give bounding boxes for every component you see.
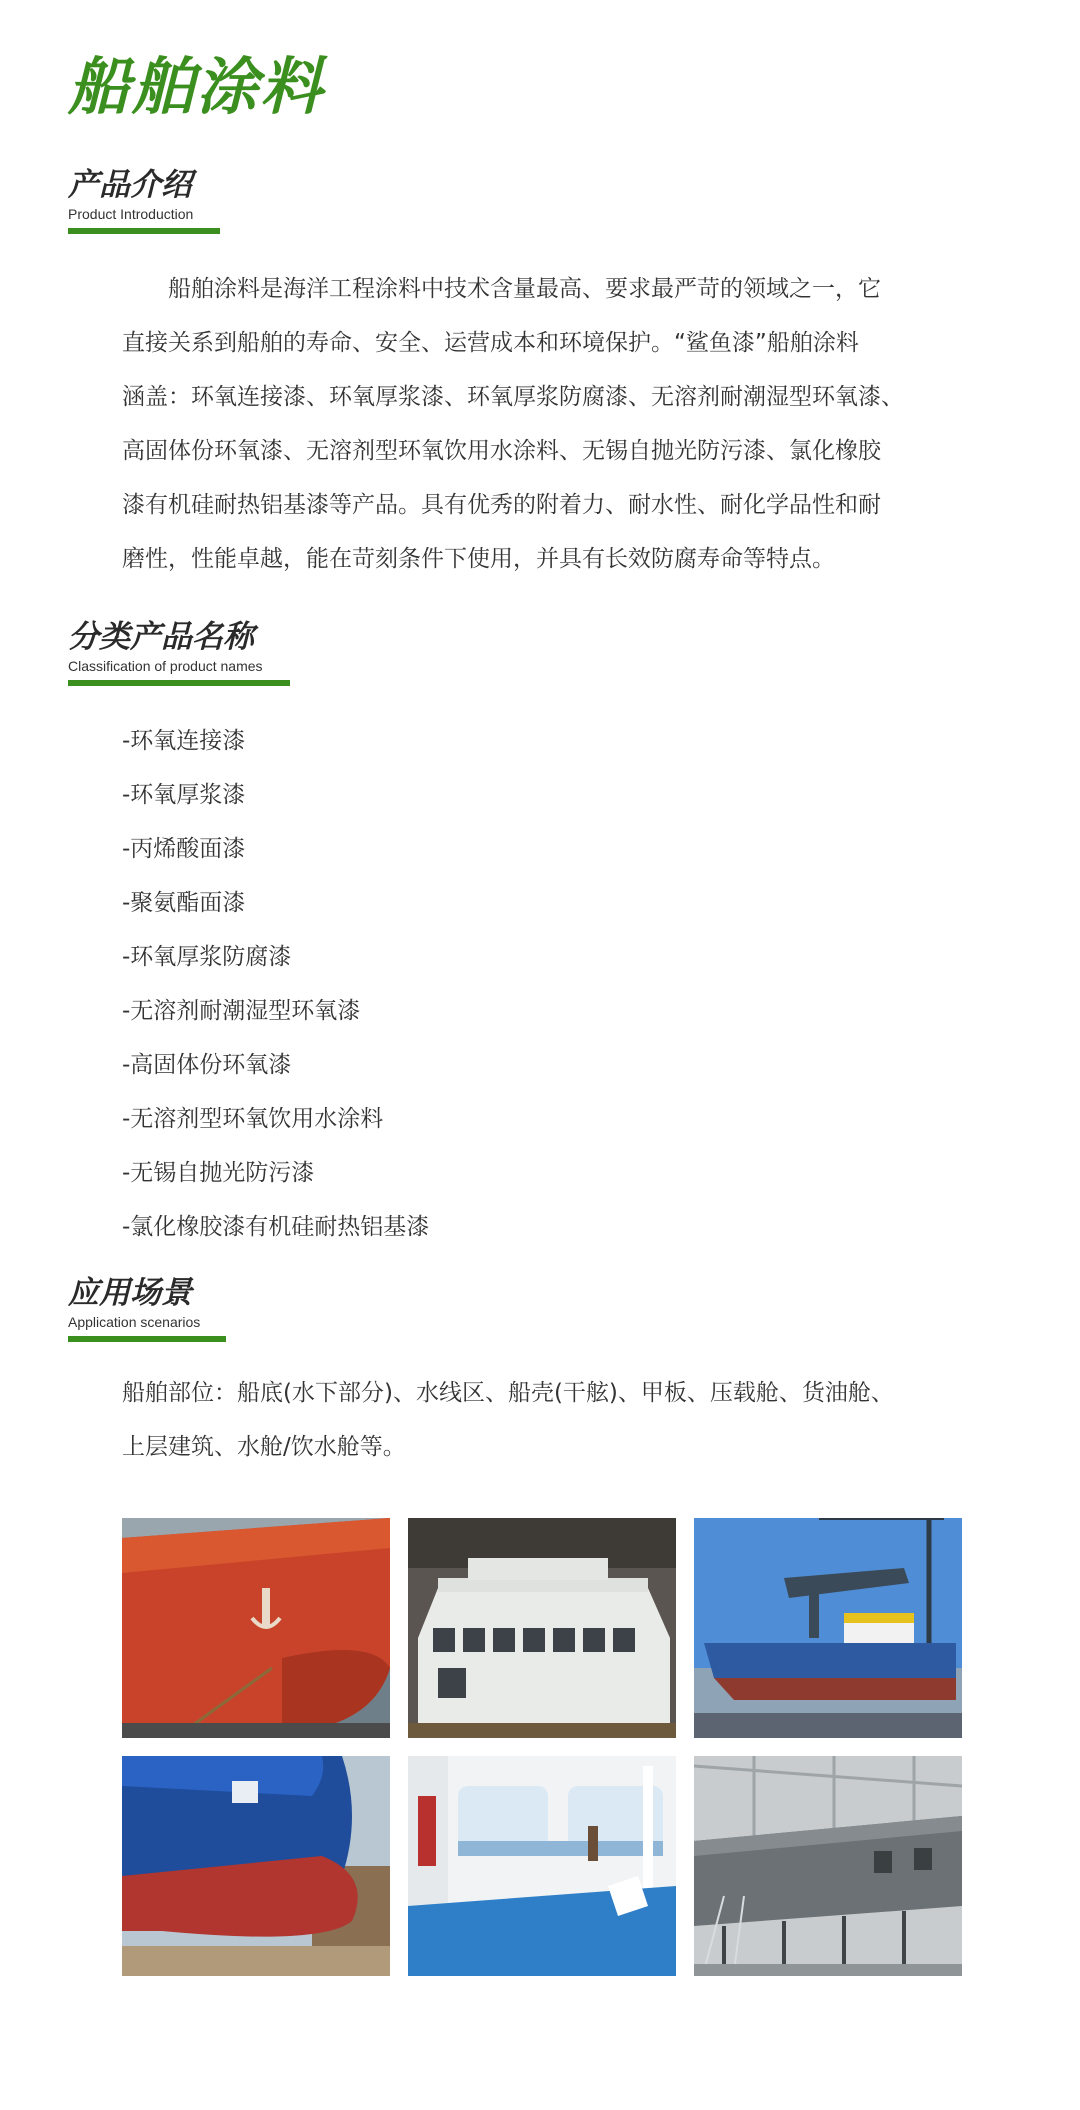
section-heading-classification bbox=[68, 620, 290, 686]
paragraph-line: 船舶涂料是海洋工程涂料中技术含量最高、要求最严苛的领域之一，它 bbox=[168, 276, 881, 302]
ship-superstructure-photo bbox=[408, 1518, 676, 1738]
paragraph-line: 上层建筑、水舱/饮水舱等。 bbox=[122, 1434, 406, 1460]
list-item: -无溶剂耐潮湿型环氧漆 bbox=[122, 998, 361, 1024]
section-title-en: Product Introduction bbox=[68, 205, 194, 222]
list-item: -聚氨酯面漆 bbox=[122, 890, 246, 916]
shipyard-crane-photo bbox=[694, 1518, 962, 1738]
section-title-zh: 应用场景 bbox=[68, 1275, 192, 1311]
section-title-en: Classification of product names bbox=[68, 657, 263, 674]
list-item: -无溶剂型环氧饮用水涂料 bbox=[122, 1106, 384, 1132]
ship-deck-photo bbox=[408, 1756, 676, 1976]
product-list bbox=[122, 714, 429, 1254]
paragraph-line: 漆有机硅耐热铝基漆等产品。具有优秀的附着力、耐水性、耐化学品性和耐 bbox=[122, 492, 881, 518]
list-item: -氯化橡胶漆有机硅耐热铝基漆 bbox=[122, 1214, 430, 1240]
list-item: -无锡自抛光防污漆 bbox=[122, 1160, 315, 1186]
paragraph-line: 磨性，性能卓越，能在苛刻条件下使用，并具有长效防腐寿命等特点。 bbox=[122, 546, 835, 572]
paragraph-line: 直接关系到船舶的寿命、安全、运营成本和环境保护。“鲨鱼漆”船舶涂料 bbox=[122, 330, 859, 356]
hull-block-construction-photo bbox=[694, 1756, 962, 1976]
list-item: -环氧连接漆 bbox=[122, 728, 246, 754]
ship-bulbous-bow-photo bbox=[122, 1756, 390, 1976]
section-underline bbox=[68, 1336, 226, 1342]
list-item: -丙烯酸面漆 bbox=[122, 836, 246, 862]
section-underline bbox=[68, 228, 220, 234]
section-title-zh: 产品介绍 bbox=[68, 167, 192, 203]
paragraph-line: 船舶部位：船底(水下部分)、水线区、船壳(干舷)、甲板、压载舱、货油舱、 bbox=[122, 1380, 894, 1406]
list-item: -高固体份环氧漆 bbox=[122, 1052, 292, 1078]
section-title-en: Application scenarios bbox=[68, 1313, 201, 1330]
list-item: -环氧厚浆防腐漆 bbox=[122, 944, 292, 970]
paragraph-line: 涵盖：环氧连接漆、环氧厚浆漆、环氧厚浆防腐漆、无溶剂耐潮湿型环氧漆、 bbox=[122, 384, 904, 410]
ship-bow-anchor-photo bbox=[122, 1518, 390, 1738]
intro-paragraph bbox=[122, 262, 962, 586]
application-paragraph bbox=[122, 1366, 962, 1474]
section-heading-application bbox=[68, 1276, 226, 1342]
section-heading-intro bbox=[68, 168, 220, 234]
paragraph-line: 高固体份环氧漆、无溶剂型环氧饮用水涂料、无锡自抛光防污漆、氯化橡胶 bbox=[122, 438, 881, 464]
list-item: -环氧厚浆漆 bbox=[122, 782, 246, 808]
section-title-zh: 分类产品名称 bbox=[68, 619, 254, 655]
section-underline bbox=[68, 680, 290, 686]
photo-gallery bbox=[122, 1518, 962, 1976]
page-title: 船舶涂料 bbox=[68, 50, 325, 123]
